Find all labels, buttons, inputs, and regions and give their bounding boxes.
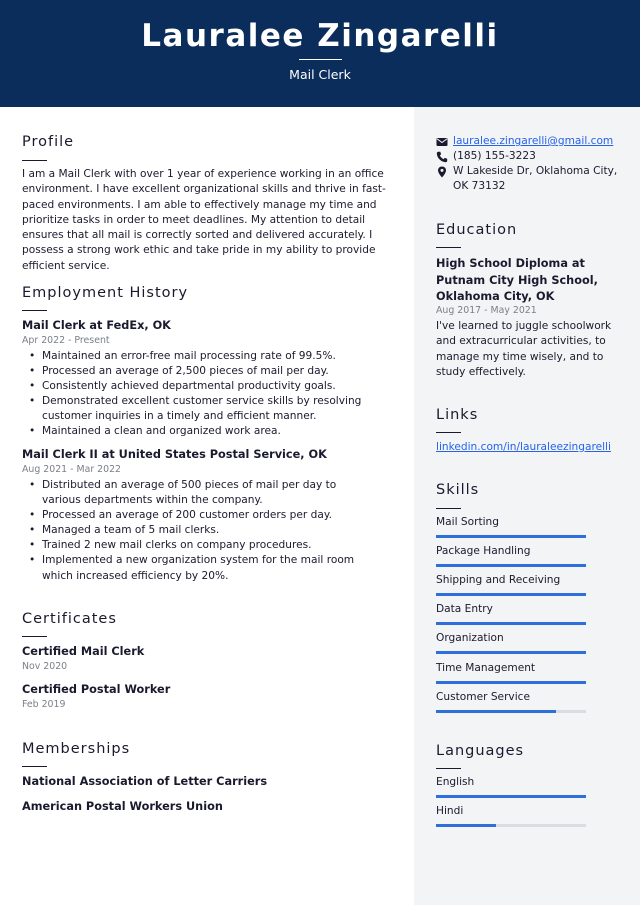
language-bar: [436, 824, 586, 827]
languages-divider: [436, 768, 461, 769]
location-pin-icon: [436, 166, 448, 178]
certificate-2-date: Feb 2019: [22, 699, 66, 710]
skill-label: Organization: [436, 632, 504, 644]
profile-divider: [22, 160, 47, 161]
skill-bar-fill: [436, 593, 586, 596]
links-divider: [436, 432, 461, 433]
candidate-name: Lauralee Zingarelli: [141, 18, 499, 54]
employment-divider: [22, 310, 47, 311]
skill-bar: [436, 564, 586, 567]
envelope-icon: [436, 136, 448, 148]
list-item: • Maintained a clean and organized work area.: [22, 424, 382, 439]
certificate-1-date: Nov 2020: [22, 661, 68, 672]
skill-bar: [436, 622, 586, 625]
job-1-dates: Apr 2022 - Present: [22, 335, 110, 346]
contact-address-row: [436, 164, 626, 196]
skill-bar: [436, 710, 586, 713]
skill-bar-fill: [436, 564, 586, 567]
job-2-title: Mail Clerk II at United States Postal Service, OK: [22, 448, 327, 461]
education-heading: Education: [436, 222, 518, 238]
skill-label: Data Entry: [436, 603, 493, 615]
list-item: • Implemented a new organization system for the mail room which increased efficiency by 20%.: [22, 553, 372, 583]
language-bar: [436, 795, 586, 798]
header-divider: [299, 59, 342, 60]
list-item: • Maintained an error-free mail processing rate of 99.5%.: [22, 349, 382, 364]
memberships-heading: Memberships: [22, 741, 131, 757]
education-dates: Aug 2017 - May 2021: [436, 305, 537, 316]
list-item: • Managed a team of 5 mail clerks.: [22, 523, 372, 538]
skill-bar-fill: [436, 651, 586, 654]
certificates-divider: [22, 636, 47, 637]
list-item: • Distributed an average of 500 pieces of mail per day to various departments within the company.: [22, 478, 372, 508]
memberships-divider: [22, 766, 47, 767]
phone-icon: [436, 151, 448, 163]
links-heading: Links: [436, 407, 479, 423]
skill-bar-fill: [436, 622, 586, 625]
skill-bar: [436, 535, 586, 538]
resume-header: [0, 0, 640, 107]
employment-heading: Employment History: [22, 285, 189, 301]
membership-2: American Postal Workers Union: [22, 800, 223, 813]
list-item: • Processed an average of 2,500 pieces of mail per day.: [22, 364, 382, 379]
job-2-dates: Aug 2021 - Mar 2022: [22, 464, 122, 475]
phone-number: (185) 155-3223: [453, 150, 536, 162]
skills-heading: Skills: [436, 482, 480, 498]
list-item: • Demonstrated excellent customer service skills by resolving customer inquiries in a timely and efficient manner.: [22, 394, 382, 424]
skills-divider: [436, 508, 461, 509]
address: W Lakeside Dr, Oklahoma City, OK 73132: [453, 165, 618, 193]
list-item: • Processed an average of 200 customer orders per day.: [22, 508, 372, 523]
membership-1: National Association of Letter Carriers: [22, 775, 268, 788]
certificate-1-name: Certified Mail Clerk: [22, 645, 145, 658]
certificates-heading: Certificates: [22, 611, 117, 627]
skill-label: Mail Sorting: [436, 516, 499, 528]
skill-label: Package Handling: [436, 545, 531, 557]
education-divider: [436, 247, 461, 248]
language-label: Hindi: [436, 805, 464, 817]
language-bar-fill: [436, 795, 586, 798]
job-1-bullets: [22, 349, 382, 440]
job-2-bullets: [22, 478, 372, 584]
language-bar-fill: [436, 824, 496, 827]
list-item: • Trained 2 new mail clerks on company procedures.: [22, 538, 372, 553]
language-label: English: [436, 776, 475, 788]
email-link[interactable]: lauralee.zingarelli@gmail.com: [453, 135, 614, 147]
skill-bar-fill: [436, 535, 586, 538]
languages-heading: Languages: [436, 743, 525, 759]
education-degree: High School Diploma at Putnam City High School, Oklahoma City, OK: [436, 257, 598, 304]
skill-label: Shipping and Receiving: [436, 574, 561, 586]
education-description: I've learned to juggle schoolwork and extracurricular activities, to manage my time wisely, and to study effectively.: [436, 320, 612, 378]
contact-phone-row: [436, 149, 626, 165]
job-title: Mail Clerk: [289, 67, 351, 82]
skill-bar-fill: [436, 681, 586, 684]
certificate-2-name: Certified Postal Worker: [22, 683, 171, 696]
skill-label: Time Management: [436, 662, 536, 674]
skill-bar: [436, 593, 586, 596]
skill-bar: [436, 651, 586, 654]
skill-bar: [436, 681, 586, 684]
contact-email-row: [436, 134, 626, 150]
profile-text: I am a Mail Clerk with over 1 year of experience working in an office environment. I have excellent organizational skills and thrive in fast-paced environments. I am able to effectively manage my time and prioritize tasks in order to meet deadlines. My attention to detail ensures that all mail is correctly sorted and delivered accurately. I possess a strong work ethic and take pride in my ability to provide efficient service.: [22, 168, 386, 272]
skill-bar-fill: [436, 710, 556, 713]
list-item: • Consistently achieved departmental productivity goals.: [22, 379, 382, 394]
profile-heading: Profile: [22, 134, 75, 150]
skill-label: Customer Service: [436, 691, 530, 703]
job-1-title: Mail Clerk at FedEx, OK: [22, 319, 171, 332]
linkedin-link[interactable]: linkedin.com/in/lauraleezingarelli: [436, 441, 611, 453]
